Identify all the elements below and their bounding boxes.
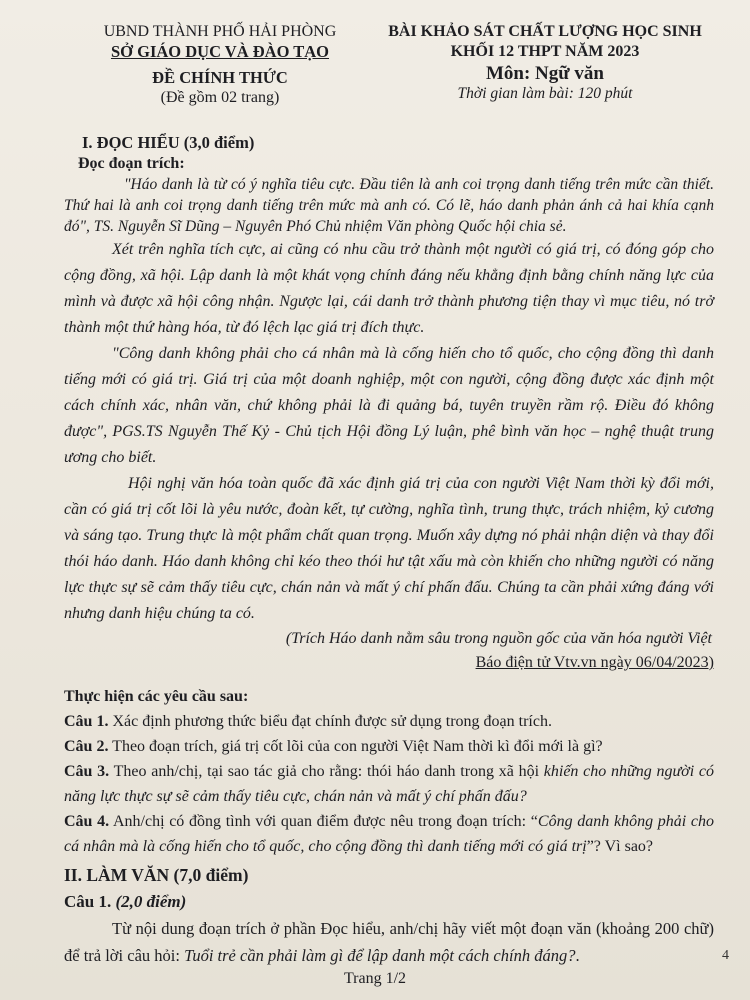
excerpt-paragraph-4: Hội nghị văn hóa toàn quốc đã xác định giá trị của con người Việt Nam thời kỳ đổi mới, cần có giá trị cốt lõi là yêu nước, đoàn kết, tự cường, nghĩa tình, trung thực, trách nhiệm, kỷ cương và sáng tạo. Trung thực là một phẩm chất quan trọng. Muốn xây dựng nó phải nhận diện và thay đổi thói háo danh. Háo danh không chỉ kéo theo thói hư tật xấu mà còn khiến cho những người có năng lực thực sự sẽ cảm thấy tiêu cực, chán nản và mất ý chí phấn đấu. Chúng ta cần phải xứng đáng với nhưng danh hiệu chúng ta có. [64, 475, 714, 622]
question-text: Theo đoạn trích, giá trị cốt lõi của con người Việt Nam thời kì đổi mới là gì? [108, 738, 603, 755]
part1-title: I. ĐỌC HIỂU (3,0 điểm) [82, 133, 255, 152]
exam-duration: Thời gian làm bài: 120 phút [457, 85, 633, 102]
question-4 [64, 809, 714, 859]
question-text: Theo anh/chị, tại sao tác giả cho rằng: thói háo danh trong xã hội [109, 763, 544, 780]
header-official: ĐỀ CHÍNH THỨC [152, 68, 288, 87]
header-left [70, 22, 370, 108]
excerpt-source-date: Báo điện tử Vtv.vn ngày 06/04/2023) [475, 654, 714, 671]
prompt-text: Từ nội dung đoạn trích ở phần Đọc hiểu, anh/chị hãy viết một đoạn văn (khoảng 200 chữ) để trả lời câu hỏi: [64, 919, 714, 965]
question-quote: Công danh không phải cho cá nhân mà là cống hiến cho tổ quốc, cho cộng đồng thì danh tiếng mới có giá trị [64, 813, 715, 855]
excerpt-paragraph-3: "Công danh không phải cho cá nhân mà là cống hiến cho tổ quốc, cho cộng đồng thì danh tiếng mới có giá trị. Giá trị của một doanh nghiệp, một con người, cộng đồng được xác định một cách chính xác, nhân văn, chứ không phải là đi quảng bá, tuyên truyền rầm rộ. Điều đó không được", PGS.TS Nguyễn Thế Kỷ - Chủ tịch Hội đồng Lý luận, phê bình văn học – nghệ thuật trung ương cho biết. [64, 345, 714, 466]
handwritten-mark: 4 [722, 948, 729, 963]
excerpt-source: (Trích Háo danh nằm sâu trong nguồn gốc của văn hóa người Việt [285, 630, 712, 647]
question-1 [64, 709, 714, 734]
excerpt-paragraph-1: "Háo danh là từ có ý nghĩa tiêu cực. Đầu tiên là anh coi trọng danh tiếng trên mức cần thiết. Thứ hai là anh coi trọng danh tiếng trên mức mà anh có. Có lẽ, háo danh phản ánh cả hai khía cạnh đó", TS. Nguyễn Sĩ Dũng – Nguyên Phó Chủ nhiệm Văn phòng Quốc hội chia sẻ. [64, 176, 714, 235]
question-text: Anh/chị có đồng tình với quan điểm được nêu trong đoạn trích: “ [109, 813, 538, 830]
question-tail: ”? Vì sao? [586, 838, 654, 855]
question-text: Xác định phương thức biểu đạt chính được sử dụng trong đoạn trích. [108, 713, 552, 730]
header-department: SỞ GIÁO DỤC VÀ ĐÀO TẠO [110, 42, 330, 61]
exam-grade-year: KHỐI 12 THPT NĂM 2023 [450, 43, 640, 60]
question-label: Câu 4. [64, 813, 110, 830]
question-label: Câu 2. [64, 738, 109, 755]
header-page-count: (Đề gồm 02 trang) [160, 89, 280, 106]
question-label: Câu 3. [64, 763, 110, 780]
question-3 [64, 759, 714, 809]
prompt-end: . [575, 946, 580, 965]
exam-content [64, 132, 714, 969]
page-number: Trang 1/2 [343, 970, 407, 987]
part2-question-1 [64, 889, 714, 915]
prompt-question: Tuổi trẻ cần phải làm gì để lập danh một cách chính đáng? [184, 946, 576, 965]
exam-title: BÀI KHẢO SÁT CHẤT LƯỢNG HỌC SINH [388, 23, 702, 40]
part2-title: II. LÀM VĂN (7,0 điểm) [64, 865, 249, 885]
part2-question-prompt [64, 915, 714, 969]
tasks-title: Thực hiện các yêu cầu sau: [64, 688, 249, 705]
part2-question-points: (2,0 điểm) [115, 892, 187, 911]
question-label: Câu 1. [64, 713, 109, 730]
part1-subtitle: Đọc đoạn trích: [78, 155, 185, 172]
header-committee: UBND THÀNH PHỐ HẢI PHÒNG [103, 23, 337, 40]
question-quote: khiến cho những người có năng lực thực sự sẽ cảm thấy tiêu cực, chán nản và mất ý chí phấn đấu? [64, 763, 714, 805]
header-right [380, 22, 710, 104]
excerpt-paragraph-2: Xét trên nghĩa tích cực, ai cũng có nhu cầu trở thành một người có giá trị, có đóng góp cho cộng đồng, xã hội. Lập danh là một khát vọng chính đáng nếu khẳng định bằng chính năng lực của mình và được xã hội công nhận. Ngược lại, cái danh trở thành phương tiện thay vì mục tiêu, nó trở thành một thứ hàng hóa, từ đó lệch lạc giá trị đích thực. [64, 241, 714, 336]
exam-subject: Môn: Ngữ văn [485, 63, 605, 84]
question-2 [64, 734, 714, 759]
part2-question-label: Câu 1. [64, 892, 112, 911]
